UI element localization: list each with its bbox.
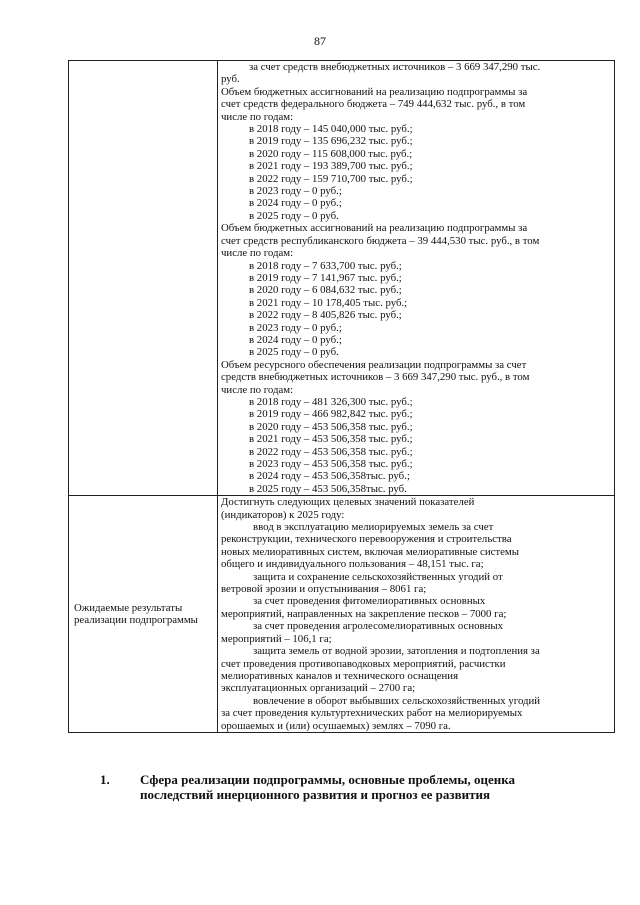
text-line: новых мелиоративных систем, включая мелиоративные системы xyxy=(221,545,520,558)
text-line: в 2019 году – 135 696,232 тыс. руб.; xyxy=(249,135,413,148)
empty-label-cell xyxy=(69,61,218,496)
text-line: общего и индивидуального пользования – 48,151 тыс. га; xyxy=(221,558,484,571)
text-line: мелиоративных каналов и технического оснащения xyxy=(221,669,459,682)
passport-table xyxy=(68,60,615,733)
text-line: счет проведения противопаводковых мероприятий, расчистки xyxy=(221,657,506,670)
funding-text-cell xyxy=(218,61,615,496)
section-number: 1. xyxy=(100,772,110,787)
text-line: реконструкции, технического перевооружения и строительства xyxy=(221,533,512,546)
text-line: в 2021 году – 193 389,700 тыс. руб.; xyxy=(249,160,413,173)
text-line: Объем бюджетных ассигнований на реализацию подпрограммы за xyxy=(221,222,528,235)
text-line: мероприятий, направленных на закрепление песков – 7000 га; xyxy=(221,607,507,620)
text-line: в 2019 году – 466 982,842 тыс. руб.; xyxy=(249,408,413,421)
expected-results-label-cell xyxy=(69,496,218,733)
text-line: в 2019 году – 7 141,967 тыс. руб.; xyxy=(249,271,402,284)
text-line: в 2018 году – 145 040,000 тыс. руб.; xyxy=(249,123,413,136)
text-line: средств внебюджетных источников – 3 669 347,290 тыс. руб., в том xyxy=(221,371,530,384)
text-line: защита земель от водной эрозии, затопления и подтопления за xyxy=(253,645,540,658)
text-line: за счет проведения культуртехнических работ на мелиорируемых xyxy=(221,707,523,720)
text-line: в 2021 году – 453 506,358 тыс. руб.; xyxy=(249,433,413,446)
text-line: орошаемых и (или) осушаемых) землях – 7090 га. xyxy=(221,719,451,732)
text-line: в 2020 году – 115 608,000 тыс. руб.; xyxy=(249,147,413,160)
text-line: защита и сохранение сельскохозяйственных угодий от xyxy=(253,570,503,583)
section-title-line-1: Сфера реализации подпрограммы, основные проблемы, оценка xyxy=(140,772,516,787)
text-line: в 2018 году – 481 326,300 тыс. руб.; xyxy=(249,395,413,408)
table-row-expected-results xyxy=(69,496,615,733)
text-line: в 2025 году – 453 506,358тыс. руб. xyxy=(249,482,407,495)
text-line: за счет средств внебюджетных источников – 3 669 347,290 тыс. xyxy=(249,61,541,73)
text-line: ветровой эрозии и опустынивания – 8061 га; xyxy=(221,583,427,596)
text-line: (индикаторов) к 2025 году: xyxy=(221,508,345,521)
text-line: счет средств федерального бюджета – 749 444,632 тыс. руб., в том xyxy=(221,98,526,111)
text-line: вовлечение в оборот выбывших сельскохозяйственных угодий xyxy=(253,694,541,707)
text-line: Достигнуть следующих целевых значений показателей xyxy=(221,496,475,509)
text-line: в 2024 году – 0 руб.; xyxy=(249,333,342,346)
text-line: в 2020 году – 6 084,632 тыс. руб.; xyxy=(249,284,402,297)
text-line: в 2023 году – 453 506,358 тыс. руб.; xyxy=(249,458,413,470)
page-number: 87 xyxy=(314,34,326,48)
text-line: в 2021 году – 10 178,405 тыс. руб.; xyxy=(249,296,408,309)
text-line: в 2022 году – 159 710,700 тыс. руб.; xyxy=(249,172,413,185)
text-line: за счет проведения фитомелиоративных основных xyxy=(253,595,486,608)
text-line: в 2018 году – 7 633,700 тыс. руб.; xyxy=(249,259,402,272)
text-line: в 2025 году – 0 руб. xyxy=(249,209,339,222)
text-line: в 2025 году – 0 руб. xyxy=(249,346,339,359)
text-line: счет средств республиканского бюджета – 39 444,530 тыс. руб., в том xyxy=(221,234,540,247)
section-title-line-2: последствий инерционного развития и прогноз ее развития xyxy=(140,787,491,802)
text-line: в 2022 году – 453 506,358 тыс. руб.; xyxy=(249,445,413,458)
text-line: за счет проведения агролесомелиоративных основных xyxy=(253,620,504,633)
text-line: числе по годам: xyxy=(221,383,294,396)
text-line: в 2022 году – 8 405,826 тыс. руб.; xyxy=(249,309,402,322)
text-line: числе по годам: xyxy=(221,247,294,260)
expected-results-label: Ожидаемые результаты реализации подпрограммы xyxy=(74,601,198,627)
text-line: в 2024 году – 453 506,358тыс. руб.; xyxy=(249,470,410,483)
text-line: мероприятий – 106,1 га; xyxy=(221,632,332,645)
text-line: эксплуатационных организаций – 2700 га; xyxy=(221,682,416,695)
text-line: Объем ресурсного обеспечения реализации подпрограммы за счет xyxy=(221,358,527,371)
text-line: в 2023 году – 0 руб.; xyxy=(249,185,342,198)
text-line: в 2023 году – 0 руб.; xyxy=(249,321,342,334)
text-line: ввод в эксплуатацию мелиорируемых земель за счет xyxy=(253,521,494,534)
text-line: в 2024 году – 0 руб.; xyxy=(249,197,342,210)
text-line: руб. xyxy=(221,73,240,86)
text-line: в 2020 году – 453 506,358 тыс. руб.; xyxy=(249,420,413,433)
text-line: числе по годам: xyxy=(221,110,294,123)
text-line: Объем бюджетных ассигнований на реализацию подпрограммы за xyxy=(221,85,528,98)
expected-results-text-cell xyxy=(218,496,615,733)
table-row-funding xyxy=(69,61,615,496)
